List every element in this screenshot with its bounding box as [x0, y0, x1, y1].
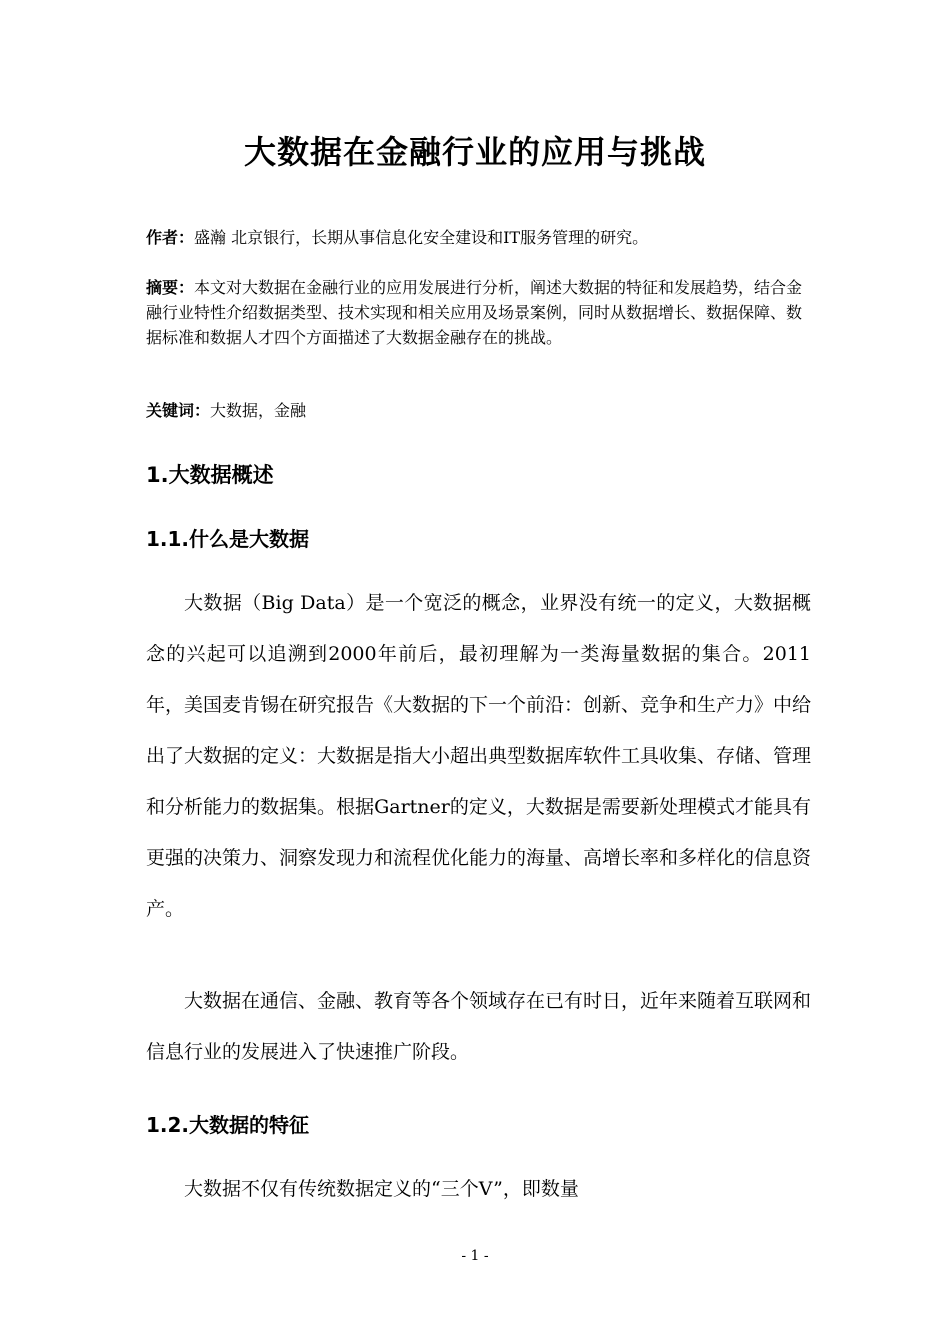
author-line: [146, 225, 806, 250]
section-heading-1: 1.大数据概述: [146, 463, 274, 487]
author-label: 作者：: [146, 228, 195, 247]
paragraph-big-data-definition: 大数据（Big Data）是一个宽泛的概念，业界没有统一的定义，大数据概念的兴起可以追溯到2000年前后，最初理解为一类海量数据的集合。2011年，美国麦肯锡在研究报告《大数据的下一个前沿：创新、竞争和生产力》中给出了大数据的定义：大数据是指大小超出典型数据库软件工具收集、存储、管理和分析能力的数据集。根据Gartner的定义，大数据是需要新处理模式才能具有更强的决策力、洞察发现力和流程优化能力的海量、高增长率和多样化的信息资产。: [146, 592, 812, 920]
paragraph-big-data-features: 大数据不仅有传统数据定义的“三个V”，即数量: [184, 1178, 579, 1200]
abstract-label: 摘要：: [146, 278, 195, 297]
keywords-line: [146, 398, 806, 423]
keywords-label: 关键词：: [146, 401, 211, 420]
author-text: 盛瀚 北京银行，长期从事信息化安全建设和IT服务管理的研究。: [194, 228, 649, 247]
page-number: - 1 -: [461, 1248, 489, 1264]
section-heading-1-2: 1.2.大数据的特征: [146, 1113, 310, 1137]
keywords-text: 大数据，金融: [210, 401, 307, 420]
section-heading-1-1: 1.1.什么是大数据: [146, 527, 310, 551]
paragraph-big-data-adoption: 大数据在通信、金融、教育等各个领域存在已有时日，近年来随着互联网和信息行业的发展进入了快速推广阶段。: [146, 990, 812, 1063]
abstract-text: 本文对大数据在金融行业的应用发展进行分析，阐述大数据的特征和发展趋势，结合金融行业特性介绍数据类型、技术实现和相关应用及场景案例，同时从数据增长、数据保障、数据标准和数据人才四个方面描述了大数据金融存在的挑战。: [146, 278, 803, 347]
document-title: 大数据在金融行业的应用与挑战: [243, 133, 706, 171]
abstract-block: [146, 275, 806, 350]
